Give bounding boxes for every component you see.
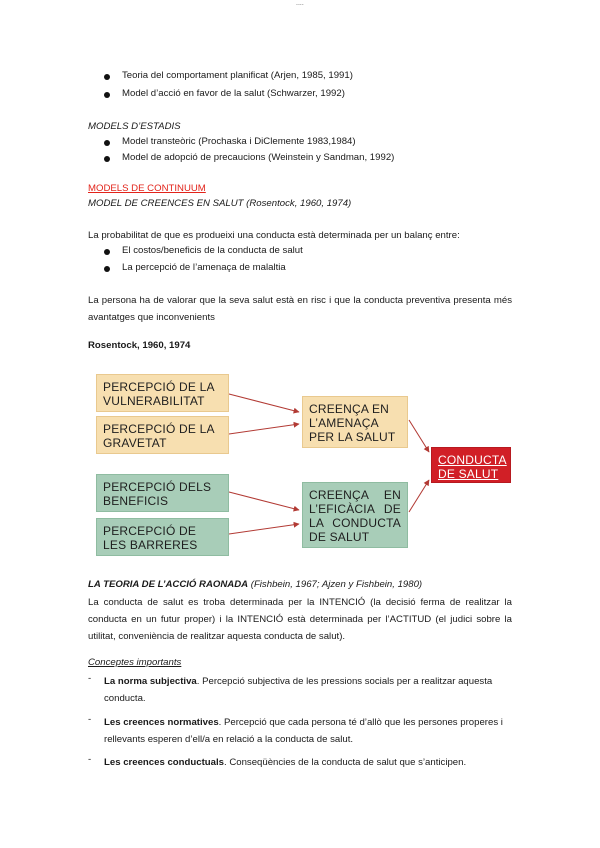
continuum-paragraph: La persona ha de valorar que la seva salut està en risc i que la conducta preventiva presenta més avantatges que inconvenients [88,295,512,323]
reasoned-action-ref: (Fishbein, 1967; Ajzen y Fishbein, 1980) [250,579,423,590]
section-heading-reasoned-action [88,579,422,590]
concept-item [104,714,514,748]
concept-term: Les creences conductuals [104,757,224,768]
box-threat-belief: CREENÇA EN L’AMENAÇA PER LA SALUT [302,396,408,448]
figure-caption: Rosentock, 1960, 1974 [88,340,191,351]
list-item: La percepció de l’amenaça de malaltia [122,262,286,273]
section-heading-stages: MODELS D’ESTADIS [88,121,181,132]
list-item: Model de adopció de precaucions (Weinstein y Sandman, 1992) [122,152,395,163]
section-heading-continuum: MODELS DE CONTINUUM [88,183,206,194]
concept-item [104,673,514,707]
concept-item [104,754,514,771]
box-perceived-severity: PERCEPCIÓ DE LA GRAVETAT [96,416,229,454]
arrow-threat-to-behaviour [409,420,429,452]
subheading-main: MODEL DE CREENCES EN SALUT [88,198,244,209]
box-perceived-barriers: PERCEPCIÓ DE LES BARRERES [96,518,229,556]
list-item: Teoria del comportament planificat (Arjen, 1985, 1991) [122,70,353,81]
page-number: .... [296,0,304,7]
box-perceived-vulnerability: PERCEPCIÓ DE LA VULNERABILITAT [96,374,229,412]
concept-text: . Conseqüències de la conducta de salut que s’anticipen. [223,757,467,768]
box-health-behaviour: CONDUCTA DE SALUT [431,447,511,483]
concept-term: Les creences normatives [104,717,219,728]
concept-term: La norma subjectiva [104,676,197,687]
reasoned-action-paragraph: La conducta de salut es troba determinada per la INTENCIÓ (la decisió ferma de realitzar la conducta en un futur proper) i la INTENCIÓ està determinada per l’ACTITUD (el judici sobre la utilitat, conveniència de realitzar aquesta conducta de salut). [88,597,512,642]
concepts-heading: Conceptes importants [88,657,182,668]
reasoned-action-title: LA TEORIA DE L’ACCIÓ RAONADA [88,579,249,590]
arrow-efficacy-to-behaviour [409,480,429,512]
arrow-benefits-to-efficacy [229,492,299,510]
arrow-vulnerability-to-threat [229,394,299,412]
dash-marker: - [88,714,92,725]
continuum-intro: La probabilitat de que es produeixi una conducta està determinada per un balanç entre: [88,230,460,241]
concept-text: . Percepció que cada persona té d’allò que les persones properes i rellevants esperen d’ell/a en relació a la conducta de salut. [104,717,503,745]
dash-marker: - [88,673,92,684]
subheading-ref: (Rosentock, 1960, 1974) [246,198,352,209]
concept-text: . Percepció subjectiva de les pressions socials per a realitzar aquesta conducta. [104,676,493,704]
dash-marker: - [88,754,92,765]
list-item: Model transteòric (Prochaska i DiClemente 1983,1984) [122,136,356,147]
box-efficacy-belief: CREENÇA EN L’EFICÀCIA DE LA CONDUCTA DE SALUT [302,482,408,548]
arrow-severity-to-threat [229,424,299,434]
box-perceived-benefits: PERCEPCIÓ DELS BENEFICIS [96,474,229,512]
arrow-barriers-to-efficacy [229,524,299,534]
list-item: Model d’acció en favor de la salut (Schwarzer, 1992) [122,88,345,99]
list-item: El costos/beneficis de la conducta de salut [122,245,303,256]
